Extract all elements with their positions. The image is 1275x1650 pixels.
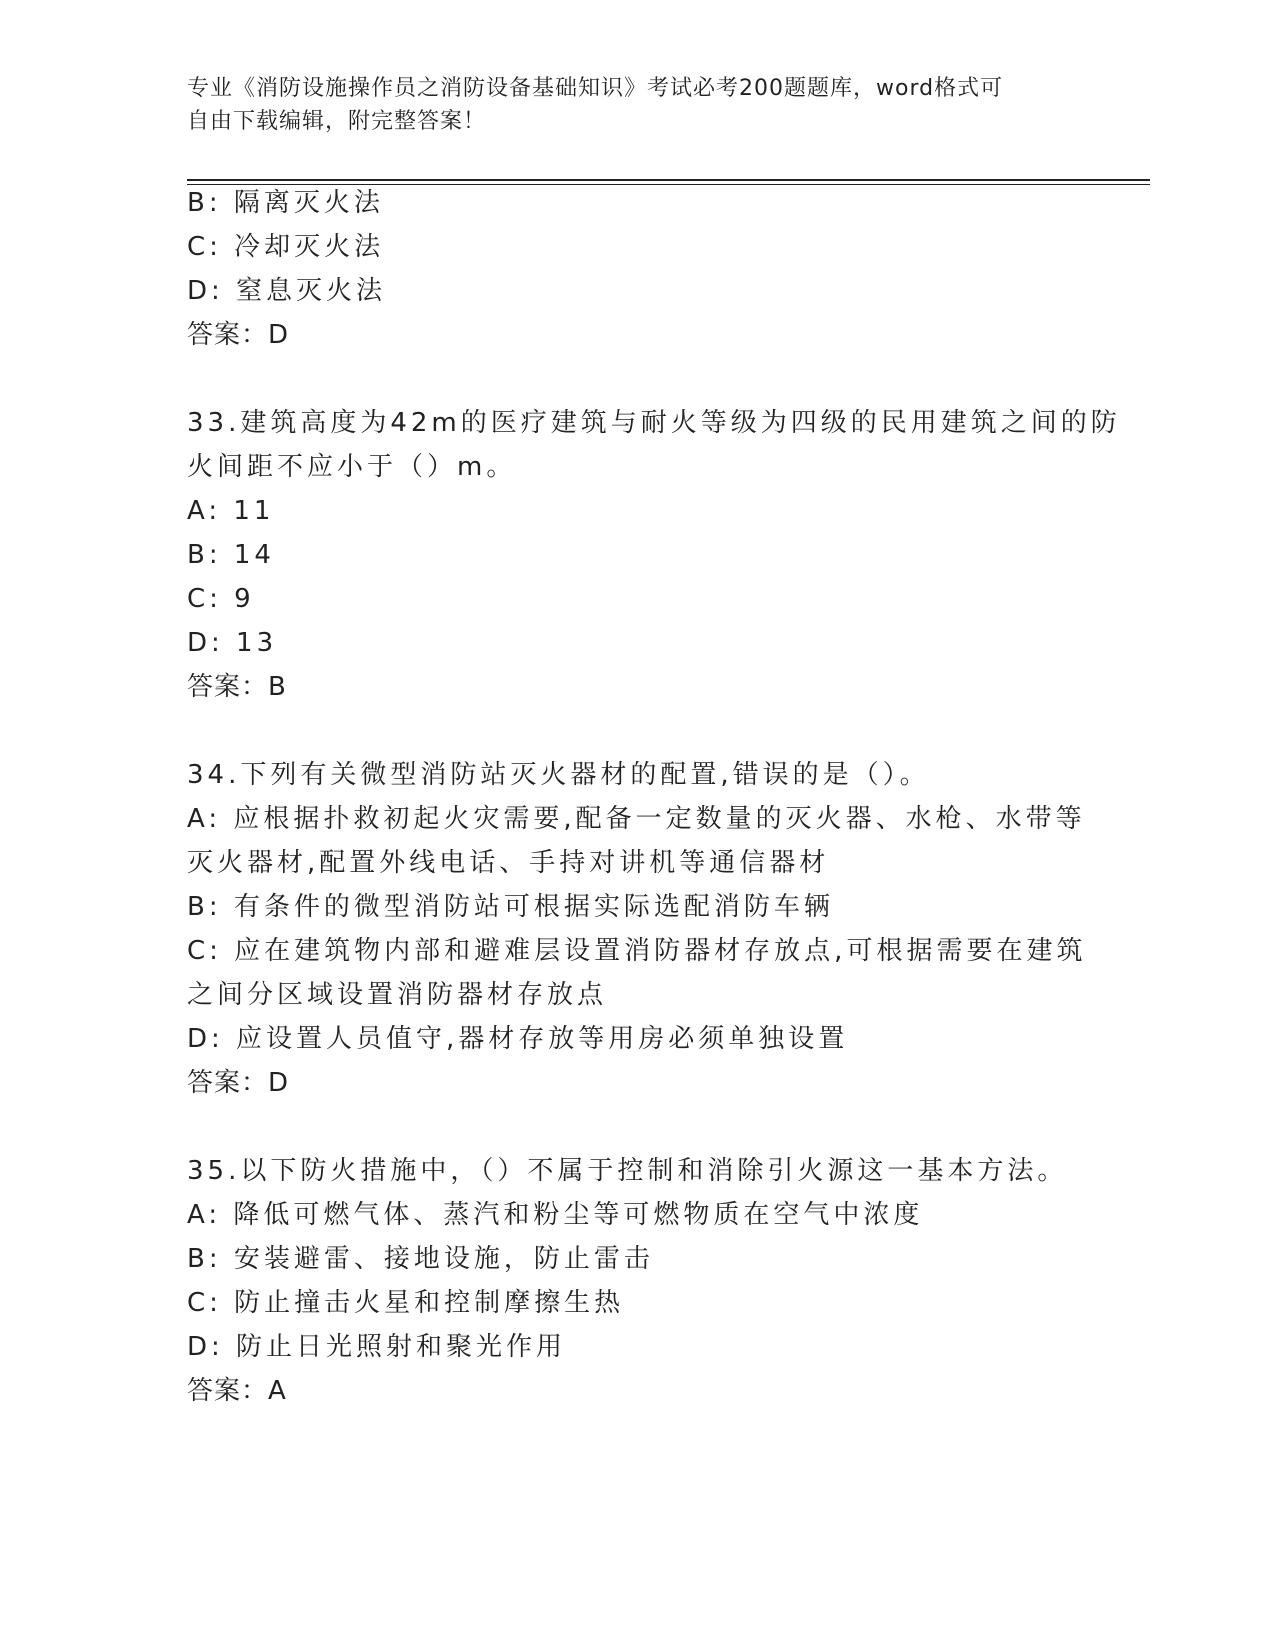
q34-option-a-line-1: A: 应根据扑救初起火灾需要,配备一定数量的灭火器、水枪、水带等	[187, 804, 1086, 834]
q34-option-a-line-2: 灭火器材,配置外线电话、手持对讲机等通信器材	[187, 848, 830, 878]
q34-answer: 答案：D	[187, 1068, 290, 1098]
document-header	[187, 72, 1067, 138]
q35-answer: 答案：A	[187, 1376, 287, 1406]
q34-option-c-line-1: C: 应在建筑物内部和避难层设置消防器材存放点,可根据需要在建筑	[187, 936, 1087, 966]
q33-option-a: A: 11	[187, 496, 275, 526]
q35-option-c: C: 防止撞击火星和控制摩擦生热	[187, 1288, 625, 1318]
q33-option-d: D: 13	[187, 628, 278, 658]
q32-answer: 答案：D	[187, 320, 290, 350]
q35-option-a: A: 降低可燃气体、蒸汽和粉尘等可燃物质在空气中浓度	[187, 1200, 924, 1230]
q34-option-d: D: 应设置人员值守,器材存放等用房必须单独设置	[187, 1024, 849, 1054]
q35-option-b: B: 安装避雷、接地设施，防止雷击	[187, 1244, 654, 1274]
header-divider-thick	[187, 179, 1150, 181]
q32-option-c: C: 冷却灭火法	[187, 232, 385, 262]
q33-stem-line-1: 33.建筑高度为42m的医疗建筑与耐火等级为四级的民用建筑之间的防	[187, 408, 1121, 438]
q35-option-d: D: 防止日光照射和聚光作用	[187, 1332, 567, 1362]
q32-option-d: D: 窒息灭火法	[187, 276, 387, 306]
header-line-2: 自由下载编辑，附完整答案！	[187, 109, 487, 134]
q34-option-b: B: 有条件的微型消防站可根据实际选配消防车辆	[187, 892, 834, 922]
q32-option-b: B: 隔离灭火法	[187, 188, 384, 218]
q33-option-c: C: 9	[187, 584, 255, 614]
q34-option-c-line-2: 之间分区域设置消防器材存放点	[187, 980, 608, 1010]
q35-stem: 35.以下防火措施中，（）不属于控制和消除引火源这一基本方法。	[187, 1156, 1068, 1186]
q33-stem-line-2: 火间距不应小于（）m。	[187, 452, 517, 482]
q33-answer: 答案：B	[187, 672, 287, 702]
q33-option-b: B: 14	[187, 540, 275, 570]
header-line-1: 专业《消防设施操作员之消防设备基础知识》考试必考200题题库，word格式可	[187, 76, 1004, 101]
q34-stem: 34.下列有关微型消防站灭火器材的配置,错误的是（）。	[187, 760, 930, 790]
